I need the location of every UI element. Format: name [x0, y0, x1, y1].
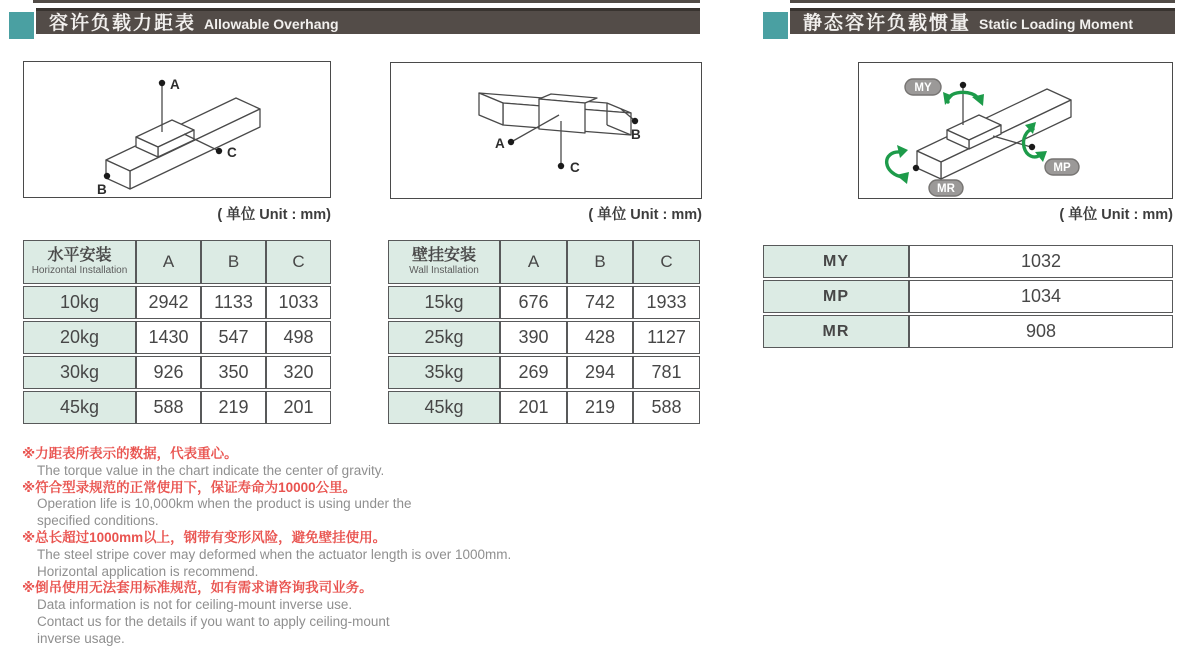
table-row	[388, 391, 700, 424]
value-cell: 219	[201, 391, 266, 424]
horizontal-installation-diagram	[23, 61, 331, 198]
value-cell: 676	[500, 286, 567, 319]
horizontal-installation-drawing	[24, 62, 330, 197]
table-row	[388, 286, 700, 319]
table-row	[388, 356, 700, 389]
footnote-en: The torque value in the chart indicate the center of gravity.	[37, 462, 385, 478]
footnote-en: Contact us for the details if you want to apply ceiling-mount	[37, 613, 390, 629]
footnote-en: inverse usage.	[37, 630, 125, 646]
point-a-dot	[159, 80, 165, 86]
point-a-dot	[508, 139, 514, 145]
loading-moment-table	[763, 243, 1173, 350]
moment-value-cell: 1032	[909, 245, 1173, 278]
moment-label-cell: MY	[763, 245, 909, 278]
value-cell: 390	[500, 321, 567, 354]
mr-axis-dot	[913, 165, 919, 171]
value-cell: 428	[567, 321, 633, 354]
header-cell-installation: 壁挂安装 Wall Installation	[388, 240, 500, 284]
point-a-label: A	[495, 136, 505, 151]
load-cell: 15kg	[388, 286, 500, 319]
value-cell: 269	[500, 356, 567, 389]
footnote-zh: ※力距表所表示的数据，代表重心。	[22, 446, 238, 461]
unit-label: ( 单位 Unit : mm)	[588, 207, 702, 223]
header-accent-square-left	[9, 12, 34, 39]
top-crop-edge-right	[790, 0, 1175, 3]
header-cell-installation: 水平安装 Horizontal Installation	[23, 240, 136, 284]
mp-axis-dot	[1029, 144, 1035, 150]
load-cell: 45kg	[388, 391, 500, 424]
wall-installation-diagram	[390, 62, 702, 199]
horizontal-installation-table	[23, 238, 331, 426]
value-cell: 1127	[633, 321, 700, 354]
section-title-zh: 容许负载力距表	[49, 13, 197, 34]
value-cell: 2942	[136, 286, 201, 319]
load-cell: 45kg	[23, 391, 136, 424]
header-cell-a: A	[136, 240, 201, 284]
load-cell: 20kg	[23, 321, 136, 354]
section-title-en: Static Loading Moment	[979, 16, 1134, 32]
table-row	[763, 245, 1173, 278]
loading-moment-drawing	[859, 63, 1172, 198]
load-cell: 25kg	[388, 321, 500, 354]
section-title-en: Allowable Overhang	[204, 16, 339, 32]
value-cell: 781	[633, 356, 700, 389]
value-cell: 1430	[136, 321, 201, 354]
moment-value-cell: 908	[909, 315, 1173, 348]
footnote-en: Data information is not for ceiling-mount inverse use.	[37, 597, 353, 613]
top-crop-edge-left	[33, 0, 700, 3]
my-badge-label: MY	[914, 82, 932, 94]
point-c-label: C	[227, 145, 237, 160]
value-cell: 350	[201, 356, 266, 389]
load-cell: 35kg	[388, 356, 500, 389]
header-cell-c: C	[266, 240, 331, 284]
loading-moment-diagram	[858, 62, 1173, 199]
header-cell-a: A	[500, 240, 567, 284]
mp-badge-label: MP	[1053, 162, 1071, 174]
footnote-zh: ※倒吊使用无法套用标准规范，如有需求请咨询我司业务。	[22, 580, 373, 596]
footnotes	[22, 446, 642, 648]
header-cell-c: C	[633, 240, 700, 284]
my-axis-dot	[960, 82, 966, 88]
table-row	[23, 391, 331, 424]
value-cell: 201	[266, 391, 331, 424]
moment-label-cell: MP	[763, 280, 909, 313]
unit-label: ( 单位 Unit : mm)	[1059, 207, 1173, 223]
value-cell: 1933	[633, 286, 700, 319]
point-c-dot	[558, 163, 564, 169]
value-cell: 498	[266, 321, 331, 354]
table-row	[763, 280, 1173, 313]
wall-installation-table	[388, 238, 700, 426]
point-b-dot	[104, 173, 110, 179]
load-cell: 30kg	[23, 356, 136, 389]
table-header-row	[388, 240, 700, 284]
point-b-dot	[632, 118, 638, 124]
unit-label: ( 单位 Unit : mm)	[217, 207, 331, 223]
header-cell-b: B	[567, 240, 633, 284]
footnote-en: Operation life is 10,000km when the product is using under the	[37, 496, 412, 512]
value-cell: 294	[567, 356, 633, 389]
point-b-label: B	[631, 127, 641, 142]
point-c-label: C	[570, 160, 580, 175]
load-cell: 10kg	[23, 286, 136, 319]
header-accent-square-right	[763, 12, 788, 39]
footnote-zh: ※总长超过1000mm以上，钢带有变形风险，避免壁挂使用。	[22, 529, 387, 545]
value-cell: 588	[633, 391, 700, 424]
table-header-row	[23, 240, 331, 284]
value-cell: 201	[500, 391, 567, 424]
value-cell: 588	[136, 391, 201, 424]
allowable-overhang-header	[36, 8, 700, 34]
footnote-en: Horizontal application is recommend.	[37, 563, 259, 579]
section-title-zh: 静态容许负载惯量	[803, 13, 972, 34]
footnote-en: The steel stripe cover may deformed when the actuator length is over 1000mm.	[37, 546, 512, 562]
value-cell: 742	[567, 286, 633, 319]
static-loading-moment-header	[790, 8, 1175, 34]
point-b-label: B	[97, 182, 107, 197]
table-row	[23, 286, 331, 319]
value-cell: 1033	[266, 286, 331, 319]
value-cell: 219	[567, 391, 633, 424]
footnote-en: specified conditions.	[37, 513, 159, 529]
value-cell: 547	[201, 321, 266, 354]
footnote-zh: ※符合型录规范的正常使用下，保证寿命为10000公里。	[22, 479, 357, 495]
wall-installation-drawing	[391, 63, 701, 198]
moment-label-cell: MR	[763, 315, 909, 348]
table-row	[388, 321, 700, 354]
point-c-dot	[216, 148, 222, 154]
mr-badge-label: MR	[937, 183, 955, 195]
value-cell: 926	[136, 356, 201, 389]
table-row	[23, 321, 331, 354]
moment-value-cell: 1034	[909, 280, 1173, 313]
header-cell-b: B	[201, 240, 266, 284]
table-row	[23, 356, 331, 389]
value-cell: 1133	[201, 286, 266, 319]
value-cell: 320	[266, 356, 331, 389]
point-a-label: A	[170, 77, 180, 92]
table-row	[763, 315, 1173, 348]
